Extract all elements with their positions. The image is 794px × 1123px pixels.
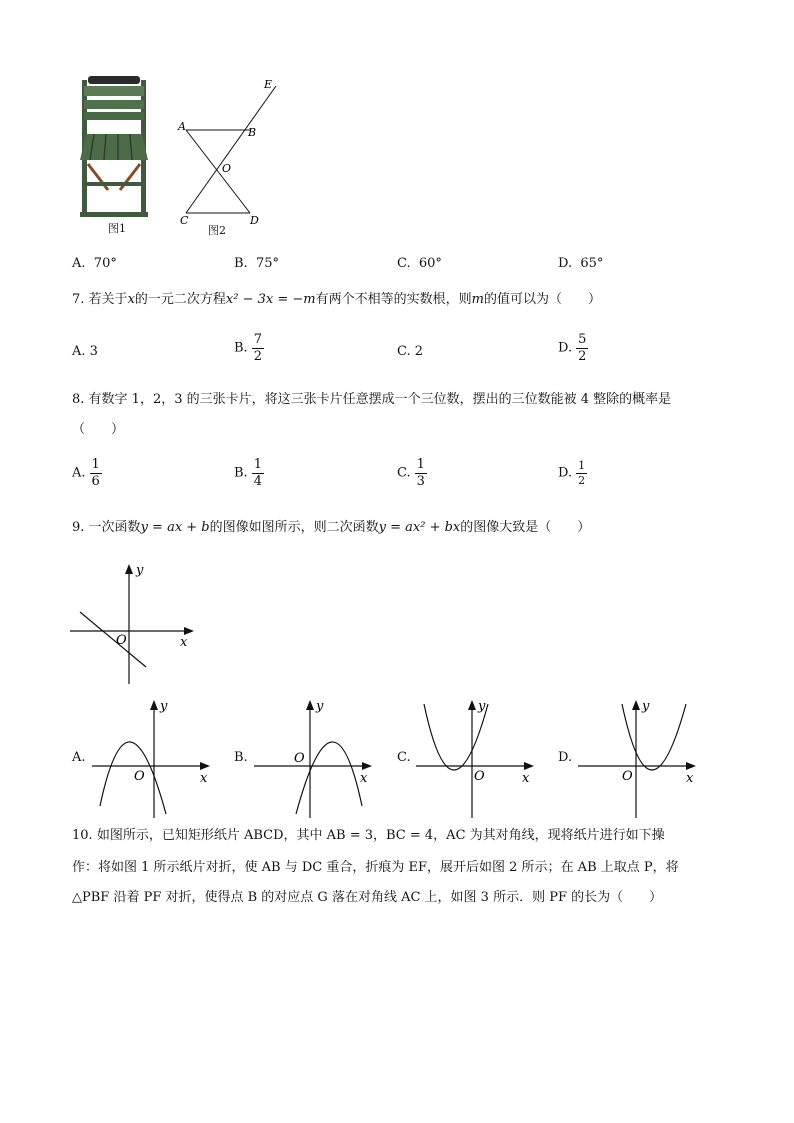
- q9-option-a-graph[interactable]: [88, 696, 216, 820]
- point-D: D: [250, 214, 259, 224]
- svg-text:y: y: [478, 699, 486, 714]
- option-letter: C.: [397, 256, 411, 271]
- x-axis-label: x: [180, 635, 188, 650]
- y-axis-label: y: [136, 563, 144, 578]
- q8-option-b[interactable]: B. $\frac{1}{4}$: [234, 457, 262, 489]
- svg-text:O: O: [474, 769, 485, 784]
- fraction: $\frac{5}{2}$: [578, 332, 587, 364]
- figure-2-diagram: [172, 74, 282, 237]
- q9-option-c-label[interactable]: C.: [397, 750, 411, 765]
- question-10-stem-line-1: 10. 如图所示，已知矩形纸片 ABCD，其中 AB = 3，BC = 4，AC 为其对角线，现将纸片进行如下操: [72, 828, 665, 843]
- question-8-stem-line-2: （ ）: [72, 422, 125, 437]
- option-value: 65°: [580, 256, 604, 271]
- option-value: 70°: [93, 256, 117, 271]
- option-letter: A.: [72, 256, 86, 271]
- q8-option-a[interactable]: A. $\frac{1}{6}$: [72, 457, 100, 489]
- q6-option-c[interactable]: [397, 256, 442, 271]
- q8-option-c[interactable]: C. $\frac{1}{3}$: [397, 457, 425, 489]
- q7-option-b[interactable]: B. $\frac{7}{2}$: [234, 332, 262, 364]
- point-C: C: [180, 214, 189, 224]
- q7-option-d[interactable]: D. $\frac{5}{2}$: [558, 332, 587, 364]
- svg-text:y: y: [642, 699, 650, 714]
- q7-option-a[interactable]: A. 3: [72, 344, 98, 359]
- figure-1-caption: 图1: [108, 222, 126, 235]
- figure-2-caption: 图2: [208, 224, 226, 237]
- option-value: 75°: [255, 256, 279, 271]
- q9-option-b-label[interactable]: B.: [234, 750, 248, 765]
- svg-text:x: x: [360, 771, 368, 786]
- svg-text:y: y: [316, 699, 324, 714]
- q9-option-b-graph[interactable]: [250, 696, 378, 820]
- question-9-stem: 9. 一次函数y = ax + b的图像如图所示，则二次函数y = ax² + bx的图像大致是（ ）: [72, 520, 591, 535]
- svg-text:x: x: [522, 771, 530, 786]
- question-10-stem-line-2: 作：将如图 1 所示纸片对折，使 AB 与 DC 重合，折痕为 EF，展开后如图 2 所示；在 AB 上取点 P，将: [72, 860, 679, 875]
- q9-option-d-graph[interactable]: [574, 696, 702, 820]
- origin-label: O: [116, 633, 127, 648]
- q9-option-d-label[interactable]: D.: [558, 750, 573, 765]
- option-value: 60°: [418, 256, 442, 271]
- fraction: $\frac{7}{2}$: [253, 332, 262, 364]
- option-letter: B.: [234, 256, 248, 271]
- q6-option-a[interactable]: [72, 256, 117, 271]
- svg-text:x: x: [686, 771, 694, 786]
- figure-1-chair: [78, 72, 150, 235]
- linear-function-graph: [66, 560, 200, 688]
- q6-option-d[interactable]: [558, 256, 603, 271]
- point-A: A: [178, 120, 186, 133]
- q9-option-c-graph[interactable]: [412, 696, 540, 820]
- svg-text:O: O: [134, 769, 145, 784]
- option-letter: D.: [558, 256, 573, 271]
- question-8-stem-line-1: 8. 有数字 1，2，3 的三张卡片，将这三张卡片任意摆成一个三位数，摆出的三位数能被 4 整除的概率是: [72, 392, 672, 407]
- geometry-diagram: [172, 74, 282, 224]
- q7-option-c[interactable]: C. 2: [397, 344, 424, 359]
- q8-option-d[interactable]: D. $\frac{1}{2}$: [558, 459, 586, 487]
- point-E: E: [264, 78, 273, 91]
- chair-image: [78, 72, 150, 222]
- q9-option-a-label[interactable]: A.: [72, 750, 86, 765]
- question-7-stem: 7. 若关于x的一元二次方程x² − 3x = −m有两个不相等的实数根，则m的值可以为（ ）: [72, 292, 601, 307]
- question-10-stem-line-3: △PBF 沿着 PF 对折，使得点 B 的对应点 G 落在对角线 AC 上，如图 3 所示．则 PF 的长为（ ）: [72, 890, 663, 905]
- svg-text:y: y: [160, 699, 168, 714]
- point-O: O: [222, 162, 232, 175]
- q6-option-b[interactable]: [234, 256, 279, 271]
- svg-text:O: O: [294, 751, 305, 766]
- svg-text:x: x: [200, 771, 208, 786]
- point-B: B: [248, 126, 257, 139]
- svg-text:O: O: [622, 769, 633, 784]
